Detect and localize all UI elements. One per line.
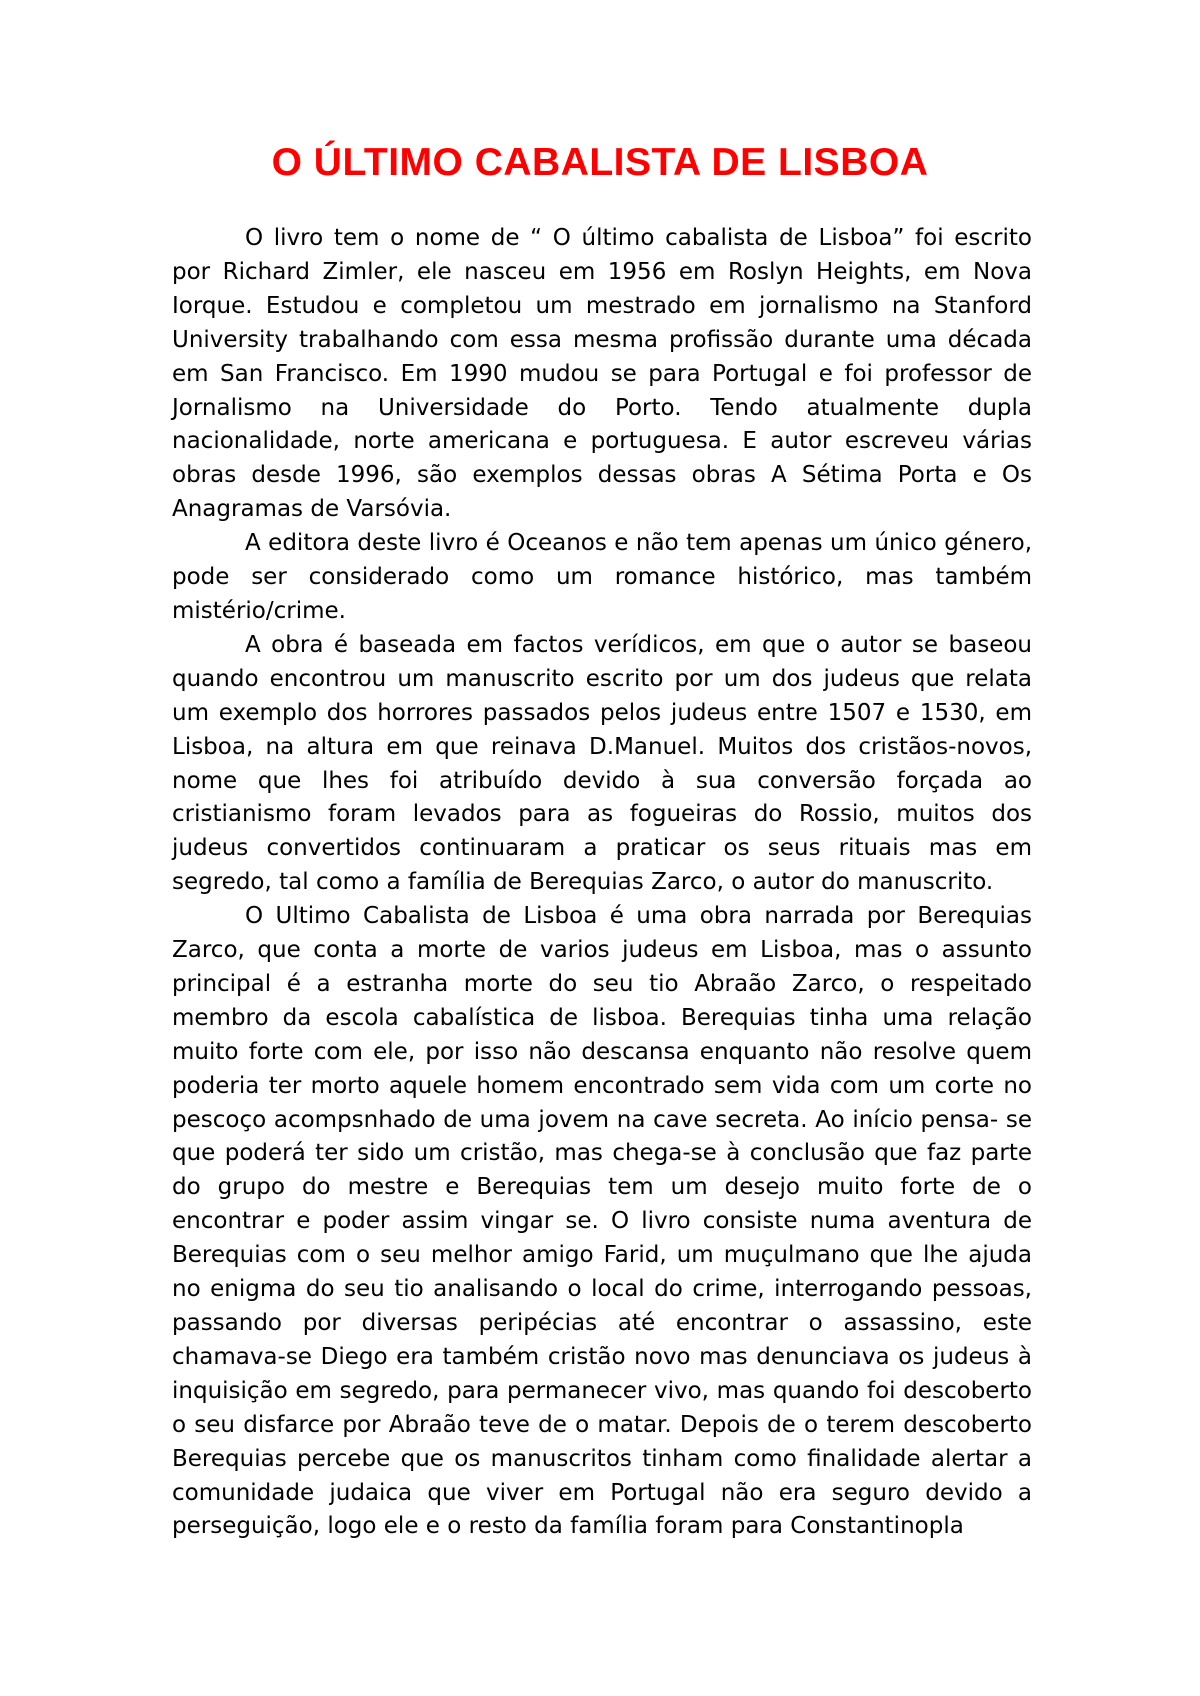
document-body [172, 222, 1032, 1544]
paragraph-publisher-genre: A editora deste livro é Oceanos e não tem apenas um único género, pode ser considerado como um romance histórico, mas também mistério/crime. [172, 530, 1032, 624]
paragraph-author: O livro tem o nome de “ O último cabalista de Lisboa” foi escrito por Richard Zimler, ele nasceu em 1956 em Roslyn Heights, em Nova Iorque. Estudou e completou um mestrado em jornalismo na Stanford University trabalhando com essa mesma profissão durante uma década em San Francisco. Em 1990 mudou se para Portugal e foi professor de Jornalismo na Universidade do Porto. Tendo atualmente dupla nacionalidade, norte americana e portuguesa. E autor escreveu várias obras desde 1996, são exemplos dessas obras A Sétima Porta e Os Anagramas de Varsóvia. [172, 225, 1032, 523]
document-title: O ÚLTIMO CABALISTA DE LISBOA [271, 141, 929, 184]
paragraph-plot-summary: O Ultimo Cabalista de Lisboa é uma obra narrada por Berequias Zarco, que conta a morte de varios judeus em Lisboa, mas o assunto principal é a estranha morte do seu tio Abraão Zarco, o respeitado membro da escola cabalística de lisboa. Berequias tinha uma relação muito forte com ele, por isso não descansa enquanto não resolve quem poderia ter morto aquele homem encontrado sem vida com um corte no pescoço acompsnhado de uma jovem na cave secreta. Ao início pensa- se que poderá ter sido um cristão, mas chega-se à conclusão que faz parte do grupo do mestre e Berequias tem um desejo muito forte de o encontrar e poder assim vingar se. O livro consiste numa aventura de Berequias com o seu melhor amigo Farid, um muçulmano que lhe ajuda no enigma do seu tio analisando o local do crime, interrogando pessoas, passando por diversas peripécias até encontrar o assassino, este chamava-se Diego era também cristão novo mas denunciava os judeus à inquisição em segredo, para permanecer vivo, mas quando foi descoberto o seu disfarce por Abraão teve de o matar. Depois de o terem descoberto Berequias percebe que os manuscritos tinham como finalidade alertar a comunidade judaica que viver em Portugal não era seguro devido a perseguição, logo ele e o resto da família foram para Constantinopla [172, 903, 1032, 1540]
paragraph-historical-context: A obra é baseada em factos verídicos, em que o autor se baseou quando encontrou um manuscrito escrito por um dos judeus que relata um exemplo dos horrores passados pelos judeus entre 1507 e 1530, em Lisboa, na altura em que reinava D.Manuel. Muitos dos cristãos-novos, nome que lhes foi atribuído devido à sua conversão forçada ao cristianismo foram levados para as fogueiras do Rossio, muitos dos judeus convertidos continuaram a praticar os seus rituais mas em segredo, tal como a família de Berequias Zarco, o autor do manuscrito. [172, 631, 1032, 896]
